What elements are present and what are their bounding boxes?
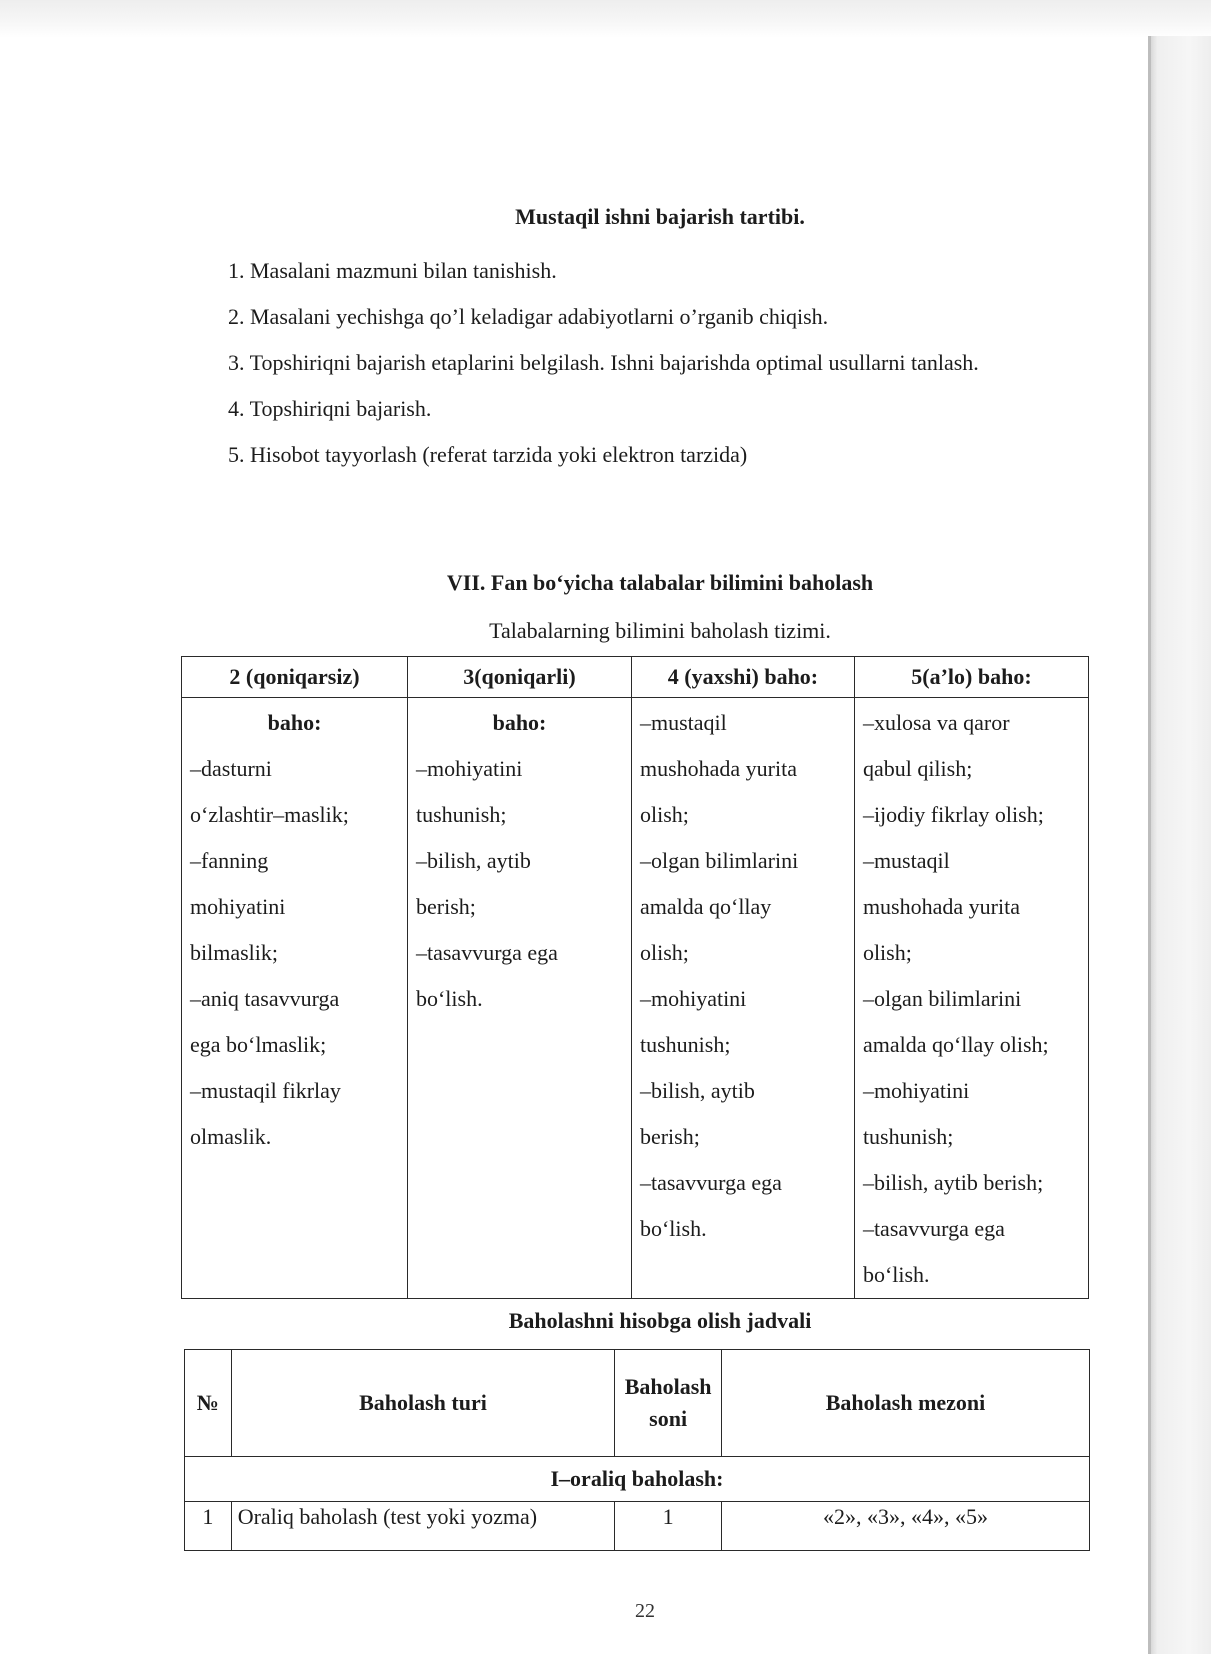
criteria-line: –bilish, aytib	[415, 848, 531, 873]
step-item: 5. Hisobot tayyorlash (referat tarzida yoki elektron tarzida)	[228, 442, 748, 467]
step-item: 2. Masalani yechishga qo’l keladigar adabiyotlarni o’rganib chiqish.	[228, 304, 829, 329]
criteria-line: amalda qo‘llay olish;	[862, 1032, 1049, 1057]
step-item: 4. Topshiriqni bajarish.	[228, 396, 432, 421]
grade-2-criteria	[182, 698, 408, 1299]
criteria-line: –mohiyatini	[862, 1078, 970, 1103]
criteria-line: –xulosa va qaror	[862, 710, 1010, 735]
criteria-line: –bilish, aytib berish;	[862, 1170, 1044, 1195]
row-count: 1	[615, 1502, 722, 1551]
criteria-line: –fanning	[190, 848, 269, 873]
criteria-line: berish;	[415, 894, 476, 919]
criteria-line: amalda qo‘llay	[639, 894, 772, 919]
steps-list	[208, 248, 1082, 478]
number-header: №	[185, 1350, 232, 1457]
page-number: 22	[635, 1600, 655, 1622]
section-title: VII. Fan bo‘yicha talabalar bilimini baholash	[446, 570, 874, 595]
criteria-line: tushunish;	[639, 1032, 731, 1057]
step-item: 3. Topshiriqni bajarish etaplarini belgilash. Ishni bajarishda optimal usullarni tanlash.	[228, 350, 979, 375]
assessment-tracking-table	[184, 1349, 1090, 1551]
criteria-line: –bilish, aytib	[639, 1078, 755, 1103]
criteria-line: tushunish;	[862, 1124, 954, 1149]
criteria-line: –tasavvurga ega	[639, 1170, 782, 1195]
criteria-line: olish;	[639, 940, 689, 965]
criteria-line: –olgan bilimlarini	[639, 848, 799, 873]
criteria-line: –aniq tasavvurga	[190, 986, 340, 1011]
row-type: Oraliq baholash (test yoki yozma)	[231, 1502, 615, 1551]
criteria-line: –mustaqil	[862, 848, 950, 873]
grade-3-criteria	[407, 698, 631, 1299]
tracking-title: Baholashni hisobga olish jadvali	[508, 1308, 812, 1333]
criteria-line: –dasturni	[190, 756, 272, 781]
grade-5-list	[863, 700, 1080, 1298]
count-header: Baholash soni	[615, 1350, 722, 1457]
criteria-line: bo‘lish.	[862, 1262, 930, 1287]
criteria-line: –mustaqil fikrlay	[190, 1078, 341, 1103]
independent-work-heading: Mustaqil ishni bajarish tartibi.	[515, 204, 805, 229]
criteria-line: –tasavvurga ega	[415, 940, 558, 965]
criteria-line: ega bo‘lmaslik;	[190, 1032, 327, 1057]
criteria-line: mushohada yurita	[639, 756, 797, 781]
criteria-header: Baholash mezoni	[722, 1350, 1090, 1457]
criteria-line: –olgan bilimlarini	[862, 986, 1022, 1011]
grade-3-list	[416, 746, 623, 1022]
criteria-line: bo‘lish.	[639, 1216, 707, 1241]
grade-2-header-sub: baho:	[267, 710, 322, 735]
grade-3-header-sub: baho:	[492, 710, 547, 735]
grading-caption: Talabalarning bilimini baholash tizimi.	[489, 618, 831, 643]
criteria-line: –mohiyatini	[415, 756, 523, 781]
grade-3-header: 3(qoniqarli)	[407, 657, 631, 698]
criteria-line: mushohada yurita	[862, 894, 1020, 919]
grade-5-criteria	[854, 698, 1088, 1299]
grade-2-list	[190, 746, 399, 1160]
row-number: 1	[185, 1502, 232, 1551]
table-row	[185, 1502, 1090, 1551]
grade-4-list	[640, 700, 846, 1252]
grade-4-header: 4 (yaxshi) baho:	[631, 657, 854, 698]
step-item: 1. Masalani mazmuni bilan tanishish.	[228, 258, 557, 283]
grading-system-table	[181, 656, 1089, 1299]
criteria-line: bo‘lish.	[415, 986, 483, 1011]
criteria-line: olish;	[639, 802, 689, 827]
criteria-line: mohiyatini	[190, 894, 286, 919]
criteria-line: olish;	[862, 940, 912, 965]
criteria-line: olmaslik.	[190, 1124, 272, 1149]
criteria-line: qabul qilish;	[862, 756, 973, 781]
type-header: Baholash turi	[231, 1350, 615, 1457]
grade-5-header: 5(a’lo) baho:	[854, 657, 1088, 698]
criteria-line: berish;	[639, 1124, 700, 1149]
criteria-line: –tasavvurga ega	[862, 1216, 1005, 1241]
page-spine-shadow	[1148, 36, 1211, 1654]
criteria-line: –mustaqil	[639, 710, 727, 735]
criteria-line: –mohiyatini	[639, 986, 747, 1011]
criteria-line: –ijodiy fikrlay olish;	[862, 802, 1044, 827]
grade-4-criteria	[631, 698, 854, 1299]
interim-section-label: I–oraliq baholash:	[185, 1457, 1090, 1502]
grade-2-header: 2 (qoniqarsiz)	[182, 657, 408, 698]
criteria-line: o‘zlashtir–maslik;	[190, 802, 349, 827]
criteria-line: bilmaslik;	[190, 940, 278, 965]
criteria-line: tushunish;	[415, 802, 507, 827]
row-criteria: «2», «3», «4», «5»	[722, 1502, 1090, 1551]
